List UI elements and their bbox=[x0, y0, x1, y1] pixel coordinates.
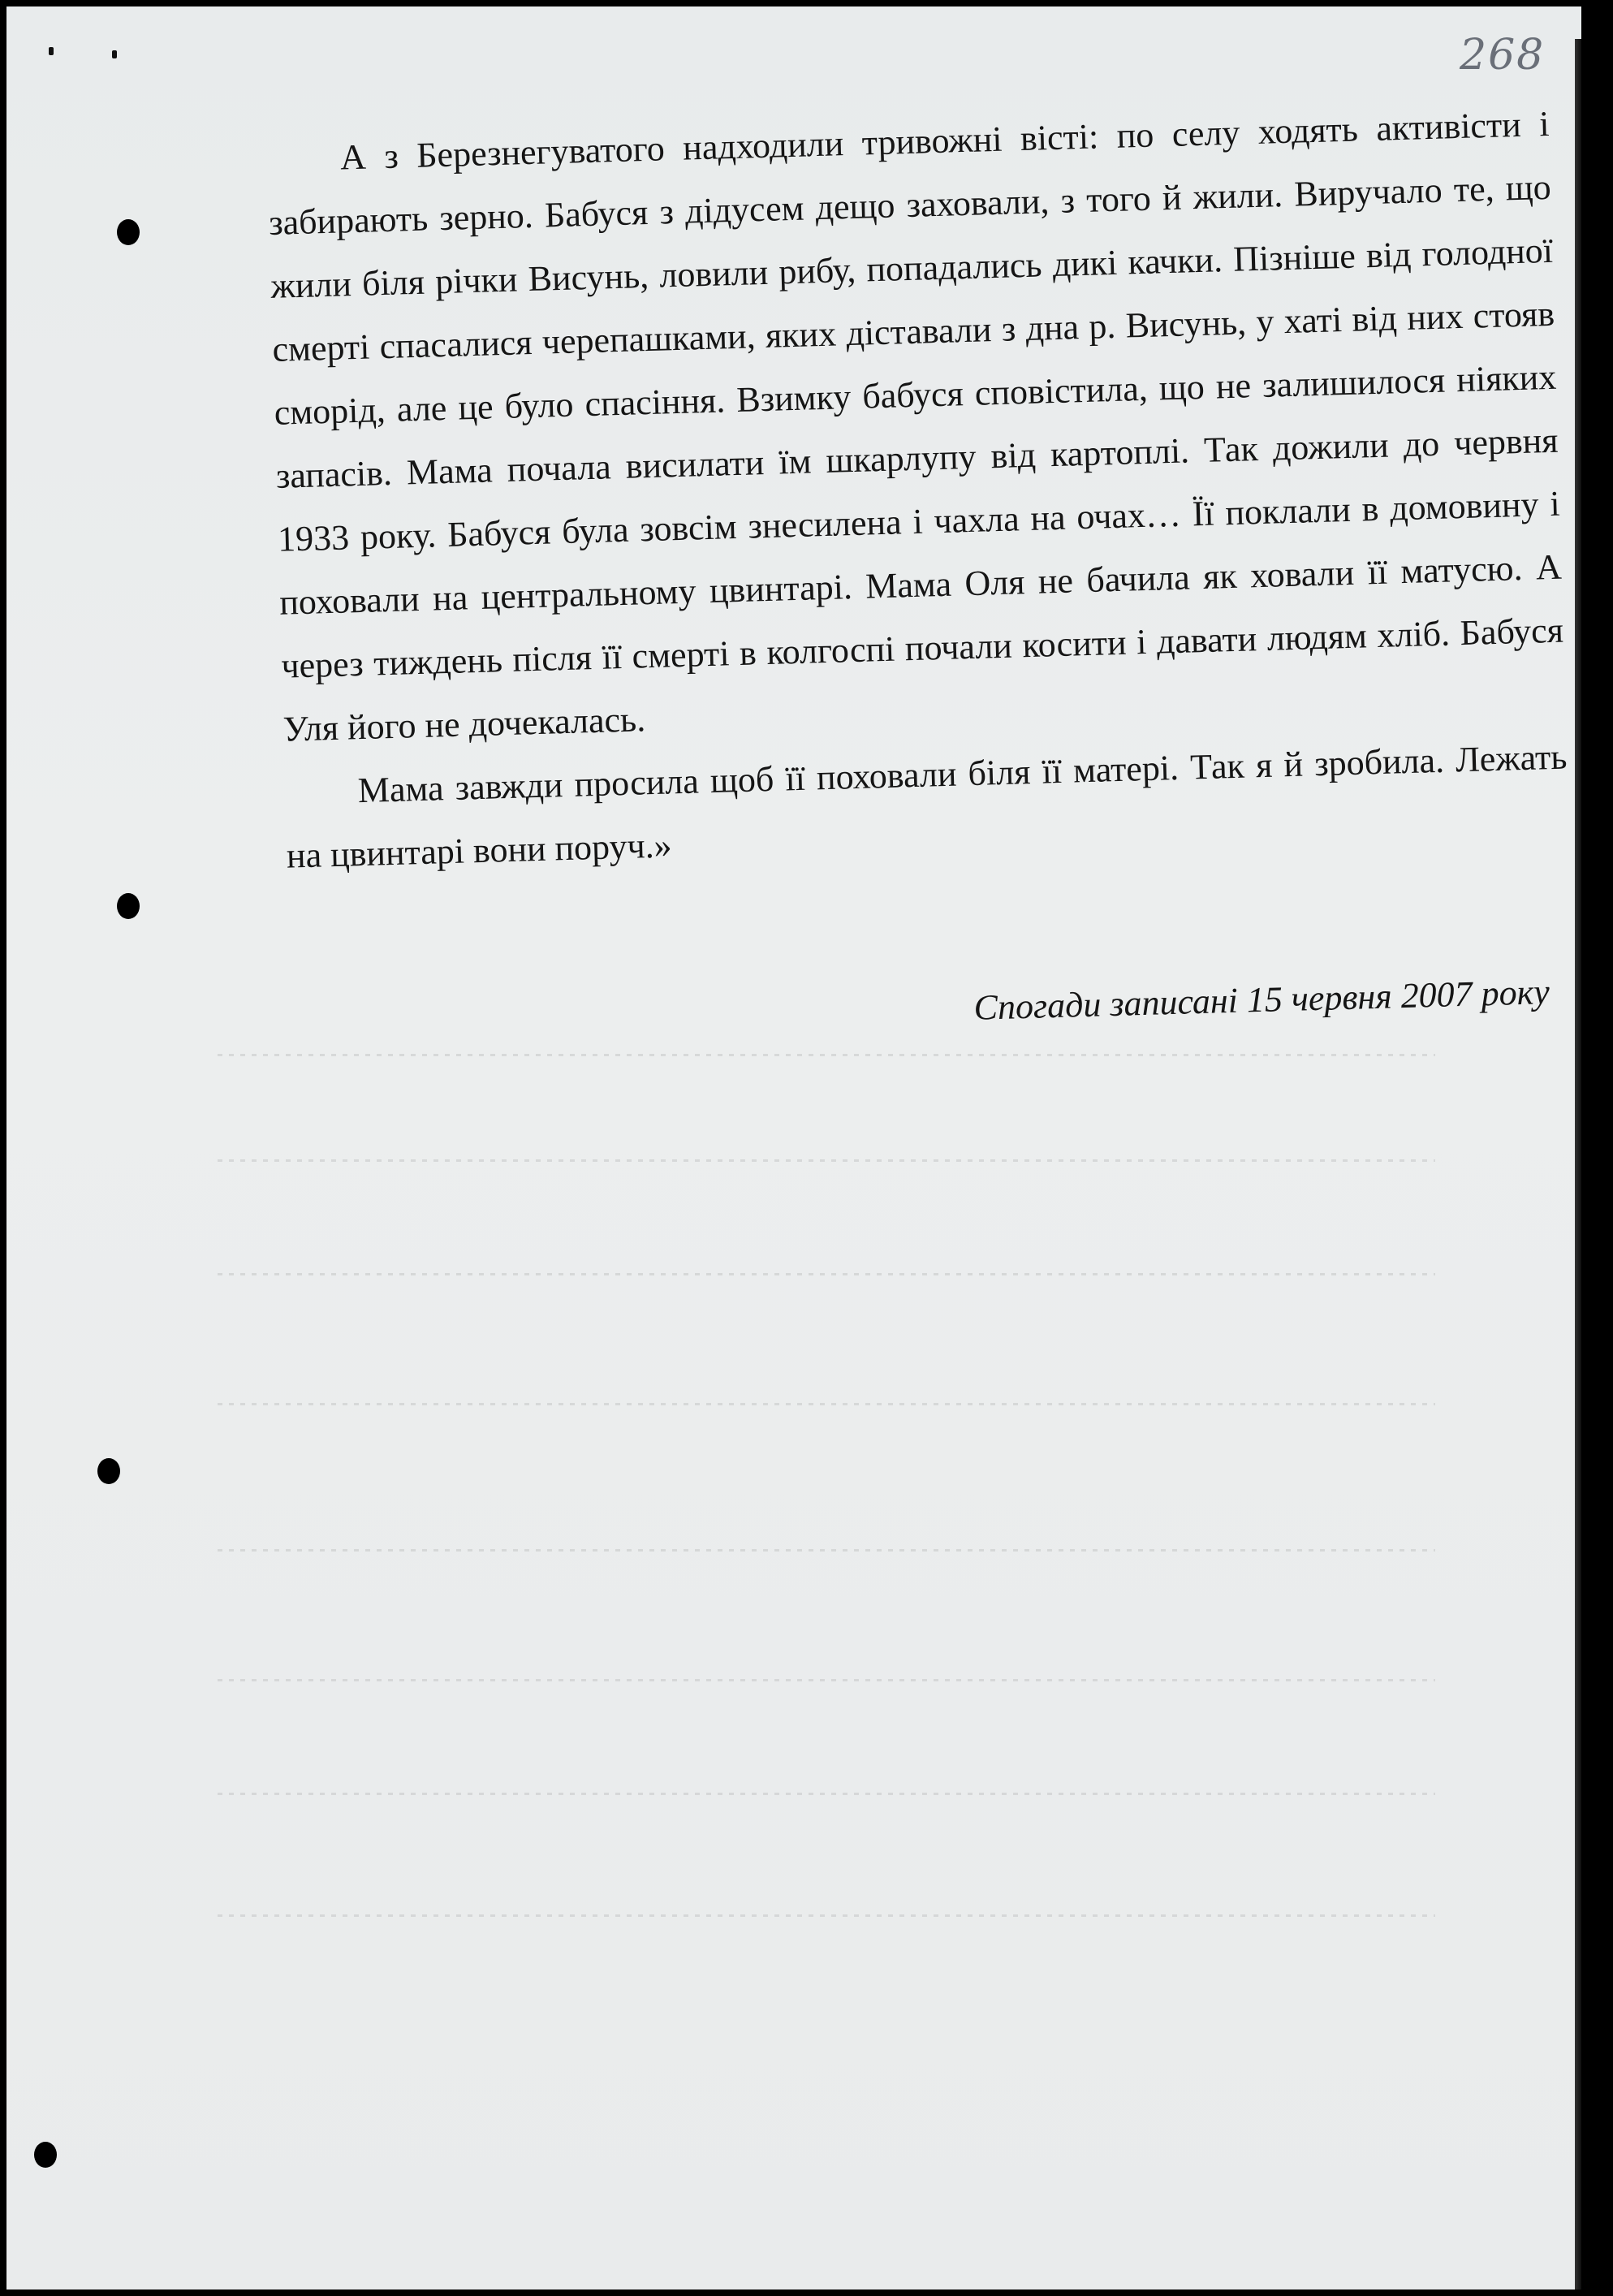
paragraph: А з Березнегуватого надходили тривожні вісті: по селу ходять активісти і забирають зерно. Бабуся з дідусем дещо заховали, з того й жили. Виручало те, що жили біля річки Висунь, ловили рибу, попадались дикі качки. Пізніше від голодної смерті спасалися черепашками, яких діставали з дна р. Висунь, у хаті від них стояв сморід, але це було спасіння. Взимку бабуся сповістила, що не залишилося ніяких запасів. Мама почала висилати їм шкарлупу від картоплі. Так дожили до червня 1933 року. Бабуся була зовсім знесилена і чахла на очах… Її поклали в домовину і поховали на центральному цвинтарі. Мама Оля не бачила як ховали її матусю. А через тиждень після її смерті в колгоспі почали косити і давати людям хліб. Бабуся Уля його не дочекалась. bbox=[268, 103, 1564, 749]
bleed-through-line bbox=[218, 1403, 1435, 1405]
punch-hole bbox=[34, 2142, 57, 2168]
page-number: 268 bbox=[1460, 31, 1546, 80]
document-page bbox=[6, 6, 1581, 2290]
bleed-through-line bbox=[218, 1793, 1435, 1795]
punch-hole bbox=[117, 893, 140, 919]
bleed-through-line bbox=[218, 1549, 1435, 1552]
bleed-through-line bbox=[218, 1159, 1435, 1162]
page-right-edge-shadow bbox=[1575, 39, 1581, 2290]
bleed-through-line bbox=[218, 1914, 1435, 1917]
paragraph: Мама завжди просила щоб її поховали біля її матері. Так я й зробила. Лежать на цвинтарі вони поруч.» bbox=[286, 736, 1568, 876]
body-text bbox=[266, 93, 1570, 888]
bleed-through-line bbox=[218, 1273, 1435, 1275]
punch-hole bbox=[97, 1458, 120, 1484]
punch-hole bbox=[117, 219, 140, 245]
bleed-through-line bbox=[218, 1054, 1435, 1056]
scan-mark bbox=[112, 50, 117, 58]
scan-mark bbox=[49, 47, 54, 55]
bleed-through-line bbox=[218, 1679, 1435, 1681]
recording-note: Спогади записані 15 червня 2007 року bbox=[973, 971, 1550, 1028]
